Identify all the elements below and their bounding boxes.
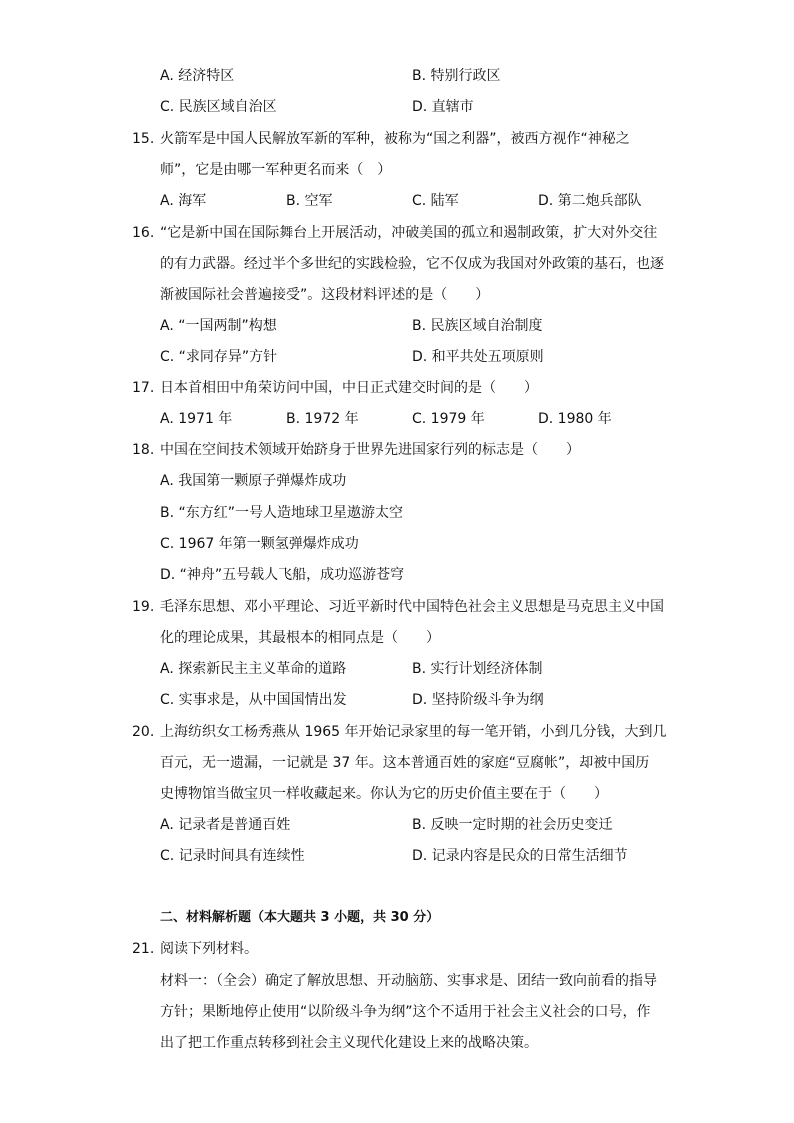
q20-option-b[interactable]: B. 反映一定时期的社会历史变迁 [412,817,613,833]
q14-option-d[interactable]: D. 直辖市 [412,99,474,115]
q15-option-a[interactable]: A. 海军 [160,193,207,209]
q19-stem-line-1: 毛泽东思想、邓小平理论、习近平新时代中国特色社会主义思想是马克思主义中国 [160,599,664,615]
q18-option-b[interactable]: B. “东方红”一号人造地球卫星遨游太空 [160,505,404,521]
q16-option-a[interactable]: A. “一国两制”构想 [160,318,277,334]
q20-option-a[interactable]: A. 记录者是普通百姓 [160,817,291,833]
q21-material-line-1: 材料一：（全会）确定了解放思想、开动脑筋、实事求是、团结一致向前看的指导 [160,973,657,989]
q15-option-c[interactable]: C. 陆军 [412,193,459,209]
q18-option-c[interactable]: C. 1967 年第一颗氢弹爆炸成功 [160,536,359,552]
q20-option-c[interactable]: C. 记录时间具有连续性 [160,848,305,864]
q16-option-b[interactable]: B. 民族区域自治制度 [412,318,543,334]
q19-stem-line-2: 化的理论成果，其最根本的相同点是（ ） [160,630,440,646]
q20-stem-line-3: 史博物馆当做宝贝一样收藏起来。你认为它的历史价值主要在于（ ） [160,786,608,802]
q21-stem-line-1: 阅读下列材料。 [160,941,258,957]
q18-option-a[interactable]: A. 我国第一颗原子弹爆炸成功 [160,473,347,489]
q19-number: 19. [132,599,155,615]
q15-number: 15. [132,131,155,147]
q14-option-a[interactable]: A. 经济特区 [160,68,235,84]
q18-option-d[interactable]: D. “神舟”五号载人飞船，成功巡游苍穹 [160,567,405,583]
q18-stem-line-1: 中国在空间技术领域开始跻身于世界先进国家行列的标志是（ ） [160,442,580,458]
q16-stem-line-2: 的有力武器。经过半个多世纪的实践检验，它不仅成为我国对外政策的基石，也逐 [160,256,664,272]
q16-option-d[interactable]: D. 和平共处五项原则 [412,349,544,365]
q17-number: 17. [132,380,155,396]
q19-option-c[interactable]: C. 实事求是，从中国国情出发 [160,692,347,708]
q19-option-a[interactable]: A. 探索新民主主义革命的道路 [160,661,347,677]
q16-option-c[interactable]: C. “求同存异”方针 [160,349,278,365]
q18-number: 18. [132,442,155,458]
q20-stem-line-2: 百元，无一遗漏，一记就是 37 年。这本普通百姓的家庭“豆腐帐”，却被中国历 [160,755,650,771]
q16-stem-line-3: 渐被国际社会普遍接受”。这段材料评述的是（ ） [160,287,490,303]
q16-number: 16. [132,225,155,241]
q17-option-b[interactable]: B. 1972 年 [286,411,359,427]
q19-option-b[interactable]: B. 实行计划经济体制 [412,661,543,677]
q17-option-a[interactable]: A. 1971 年 [160,411,233,427]
q14-option-c[interactable]: C. 民族区域自治区 [160,99,277,115]
q20-stem-line-1: 上海纺织女工杨秀燕从 1965 年开始记录家里的每一笔开销，小到几分钱，大到几 [160,724,667,740]
q15-option-d[interactable]: D. 第二炮兵部队 [538,193,642,209]
q16-stem-line-1: “它是新中国在国际舞台上开展活动，冲破美国的孤立和遏制政策，扩大对外交往 [160,225,658,241]
q21-material-line-3: 出了把工作重点转移到社会主义现代化建设上来的战略决策。 [160,1035,538,1051]
q20-number: 20. [132,724,155,740]
q21-number: 21. [132,941,155,957]
q17-option-d[interactable]: D. 1980 年 [538,411,612,427]
q20-option-d[interactable]: D. 记录内容是民众的日常生活细节 [412,848,628,864]
section-heading: 二、材料解析题（本大题共 3 小题，共 30 分） [160,910,440,925]
q14-option-b[interactable]: B. 特别行政区 [412,68,501,84]
q15-stem-line-2: 师”，它是由哪一军种更名而来（ ） [160,162,392,178]
q21-material-line-2: 方针；果断地停止使用“以阶级斗争为纲”这个不适用于社会主义社会的口号，作 [160,1004,651,1020]
q15-stem-line-1: 火箭军是中国人民解放军新的军种，被称为“国之利器”，被西方视作“神秘之 [160,131,630,147]
q17-option-c[interactable]: C. 1979 年 [412,411,485,427]
q15-option-b[interactable]: B. 空军 [286,193,333,209]
q17-stem-line-1: 日本首相田中角荣访问中国，中日正式建交时间的是（ ） [160,380,538,396]
q19-option-d[interactable]: D. 坚持阶级斗争为纲 [412,692,544,708]
